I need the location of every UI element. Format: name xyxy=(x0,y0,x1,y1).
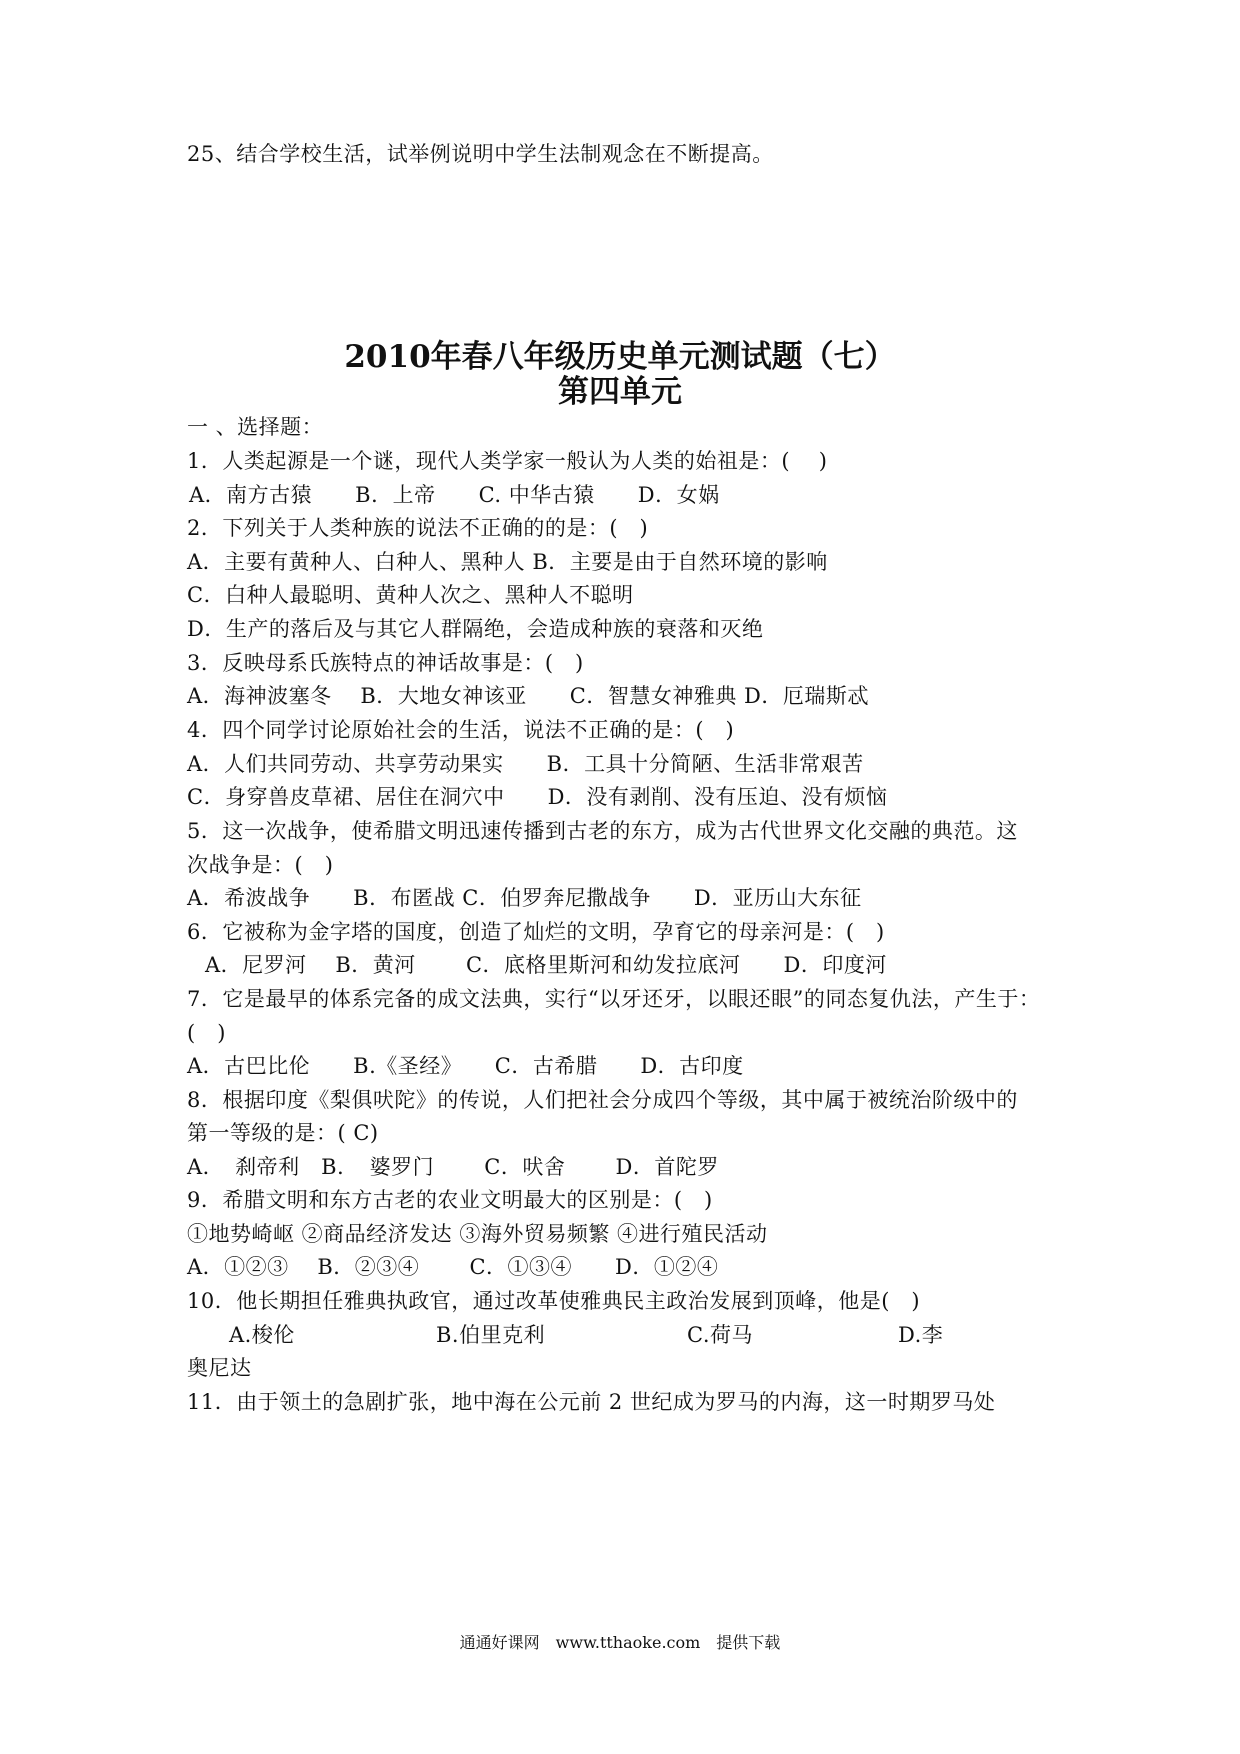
question-9-items: ①地势崎岖 ②商品经济发达 ③海外贸易频繁 ④进行殖民活动 xyxy=(187,1222,768,1246)
question-2-option-ab: A．主要有黄种人、白种人、黑种人 B．主要是由于自然环境的影响 xyxy=(187,550,828,574)
question-1-options: A．南方古猿 B．上帝 C. 中华古猿 D．女娲 xyxy=(189,483,720,507)
question-4: 4．四个同学讨论原始社会的生活，说法不正确的是：( ) xyxy=(187,718,735,742)
question-25: 25、结合学校生活，试举例说明中学生法制观念在不断提高。 xyxy=(187,142,774,166)
question-6-options: A．尼罗河 B．黄河 C．底格里斯河和幼发拉底河 D．印度河 xyxy=(205,953,887,977)
question-4-options-ab: A．人们共同劳动、共享劳动果实 B．工具十分简陋、生活非常艰苦 xyxy=(187,752,864,776)
page-subtitle: 第四单元 xyxy=(558,374,682,410)
page-title: 2010年春八年级历史单元测试题（七） xyxy=(344,339,896,375)
question-5-cont: 次战争是：( ) xyxy=(187,853,334,877)
question-10-cont: 奥尼达 xyxy=(187,1356,252,1380)
section-heading: 一 、选择题： xyxy=(187,415,324,439)
question-3-options: A．海神波塞冬 B．大地女神该亚 C．智慧女神雅典 D．厄瑞斯忒 xyxy=(187,684,869,708)
question-10-option-b: B.伯里克利 xyxy=(436,1323,546,1347)
question-10-option-d: D.李 xyxy=(898,1323,944,1347)
question-4-options-cd: C．身穿兽皮草裙、居住在洞穴中 D．没有剥削、没有压迫、没有烦恼 xyxy=(187,785,888,809)
question-7-cont: ( ) xyxy=(187,1021,226,1045)
question-1: 1．人类起源是一个谜，现代人类学家一般认为人类的始祖是：( ) xyxy=(187,449,828,473)
question-8-options: A． 刹帝利 B． 婆罗门 C．吠舍 D．首陀罗 xyxy=(187,1155,719,1179)
question-7-options: A．古巴比伦 B.《圣经》 C．古希腊 D．古印度 xyxy=(187,1054,744,1078)
question-8-cont: 第一等级的是：( C) xyxy=(187,1121,379,1145)
question-11: 11．由于领土的急剧扩张，地中海在公元前 2 世纪成为罗马的内海，这一时期罗马处 xyxy=(187,1390,996,1414)
question-3: 3．反映母系氏族特点的神话故事是：( ) xyxy=(187,651,584,675)
question-9-options: A．①②③ B．②③④ C．①③④ D．①②④ xyxy=(187,1255,719,1279)
question-10: 10．他长期担任雅典执政官，通过改革使雅典民主政治发展到顶峰，他是( ) xyxy=(187,1289,921,1313)
question-2-option-c: C．白种人最聪明、黄种人次之、黑种人不聪明 xyxy=(187,583,634,607)
question-6: 6．它被称为金字塔的国度，创造了灿烂的文明，孕育它的母亲河是：( ) xyxy=(187,920,885,944)
question-8: 8．根据印度《梨俱吠陀》的传说，人们把社会分成四个等级，其中属于被统治阶级中的 xyxy=(187,1088,1018,1112)
question-10-option-c: C.荷马 xyxy=(687,1323,753,1347)
question-9: 9．希腊文明和东方古老的农业文明最大的区别是：( ) xyxy=(187,1188,713,1212)
question-2-option-d: D．生产的落后及与其它人群隔绝，会造成种族的衰落和灭绝 xyxy=(187,617,764,641)
question-10-option-a: A.梭伦 xyxy=(229,1323,295,1347)
question-2: 2．下列关于人类种族的说法不正确的的是：( ) xyxy=(187,516,649,540)
question-5-options: A．希波战争 B．布匿战 C．伯罗奔尼撒战争 D．亚历山大东征 xyxy=(187,886,862,910)
question-7: 7．它是最早的体系完备的成文法典，实行“以牙还牙，以眼还眼”的同态复仇法，产生于： xyxy=(187,987,1041,1011)
footer-credit: 通通好课网 www.tthaoke.com 提供下载 xyxy=(459,1633,781,1652)
question-5: 5．这一次战争，使希腊文明迅速传播到古老的东方，成为古代世界文化交融的典范。这 xyxy=(187,819,1018,843)
